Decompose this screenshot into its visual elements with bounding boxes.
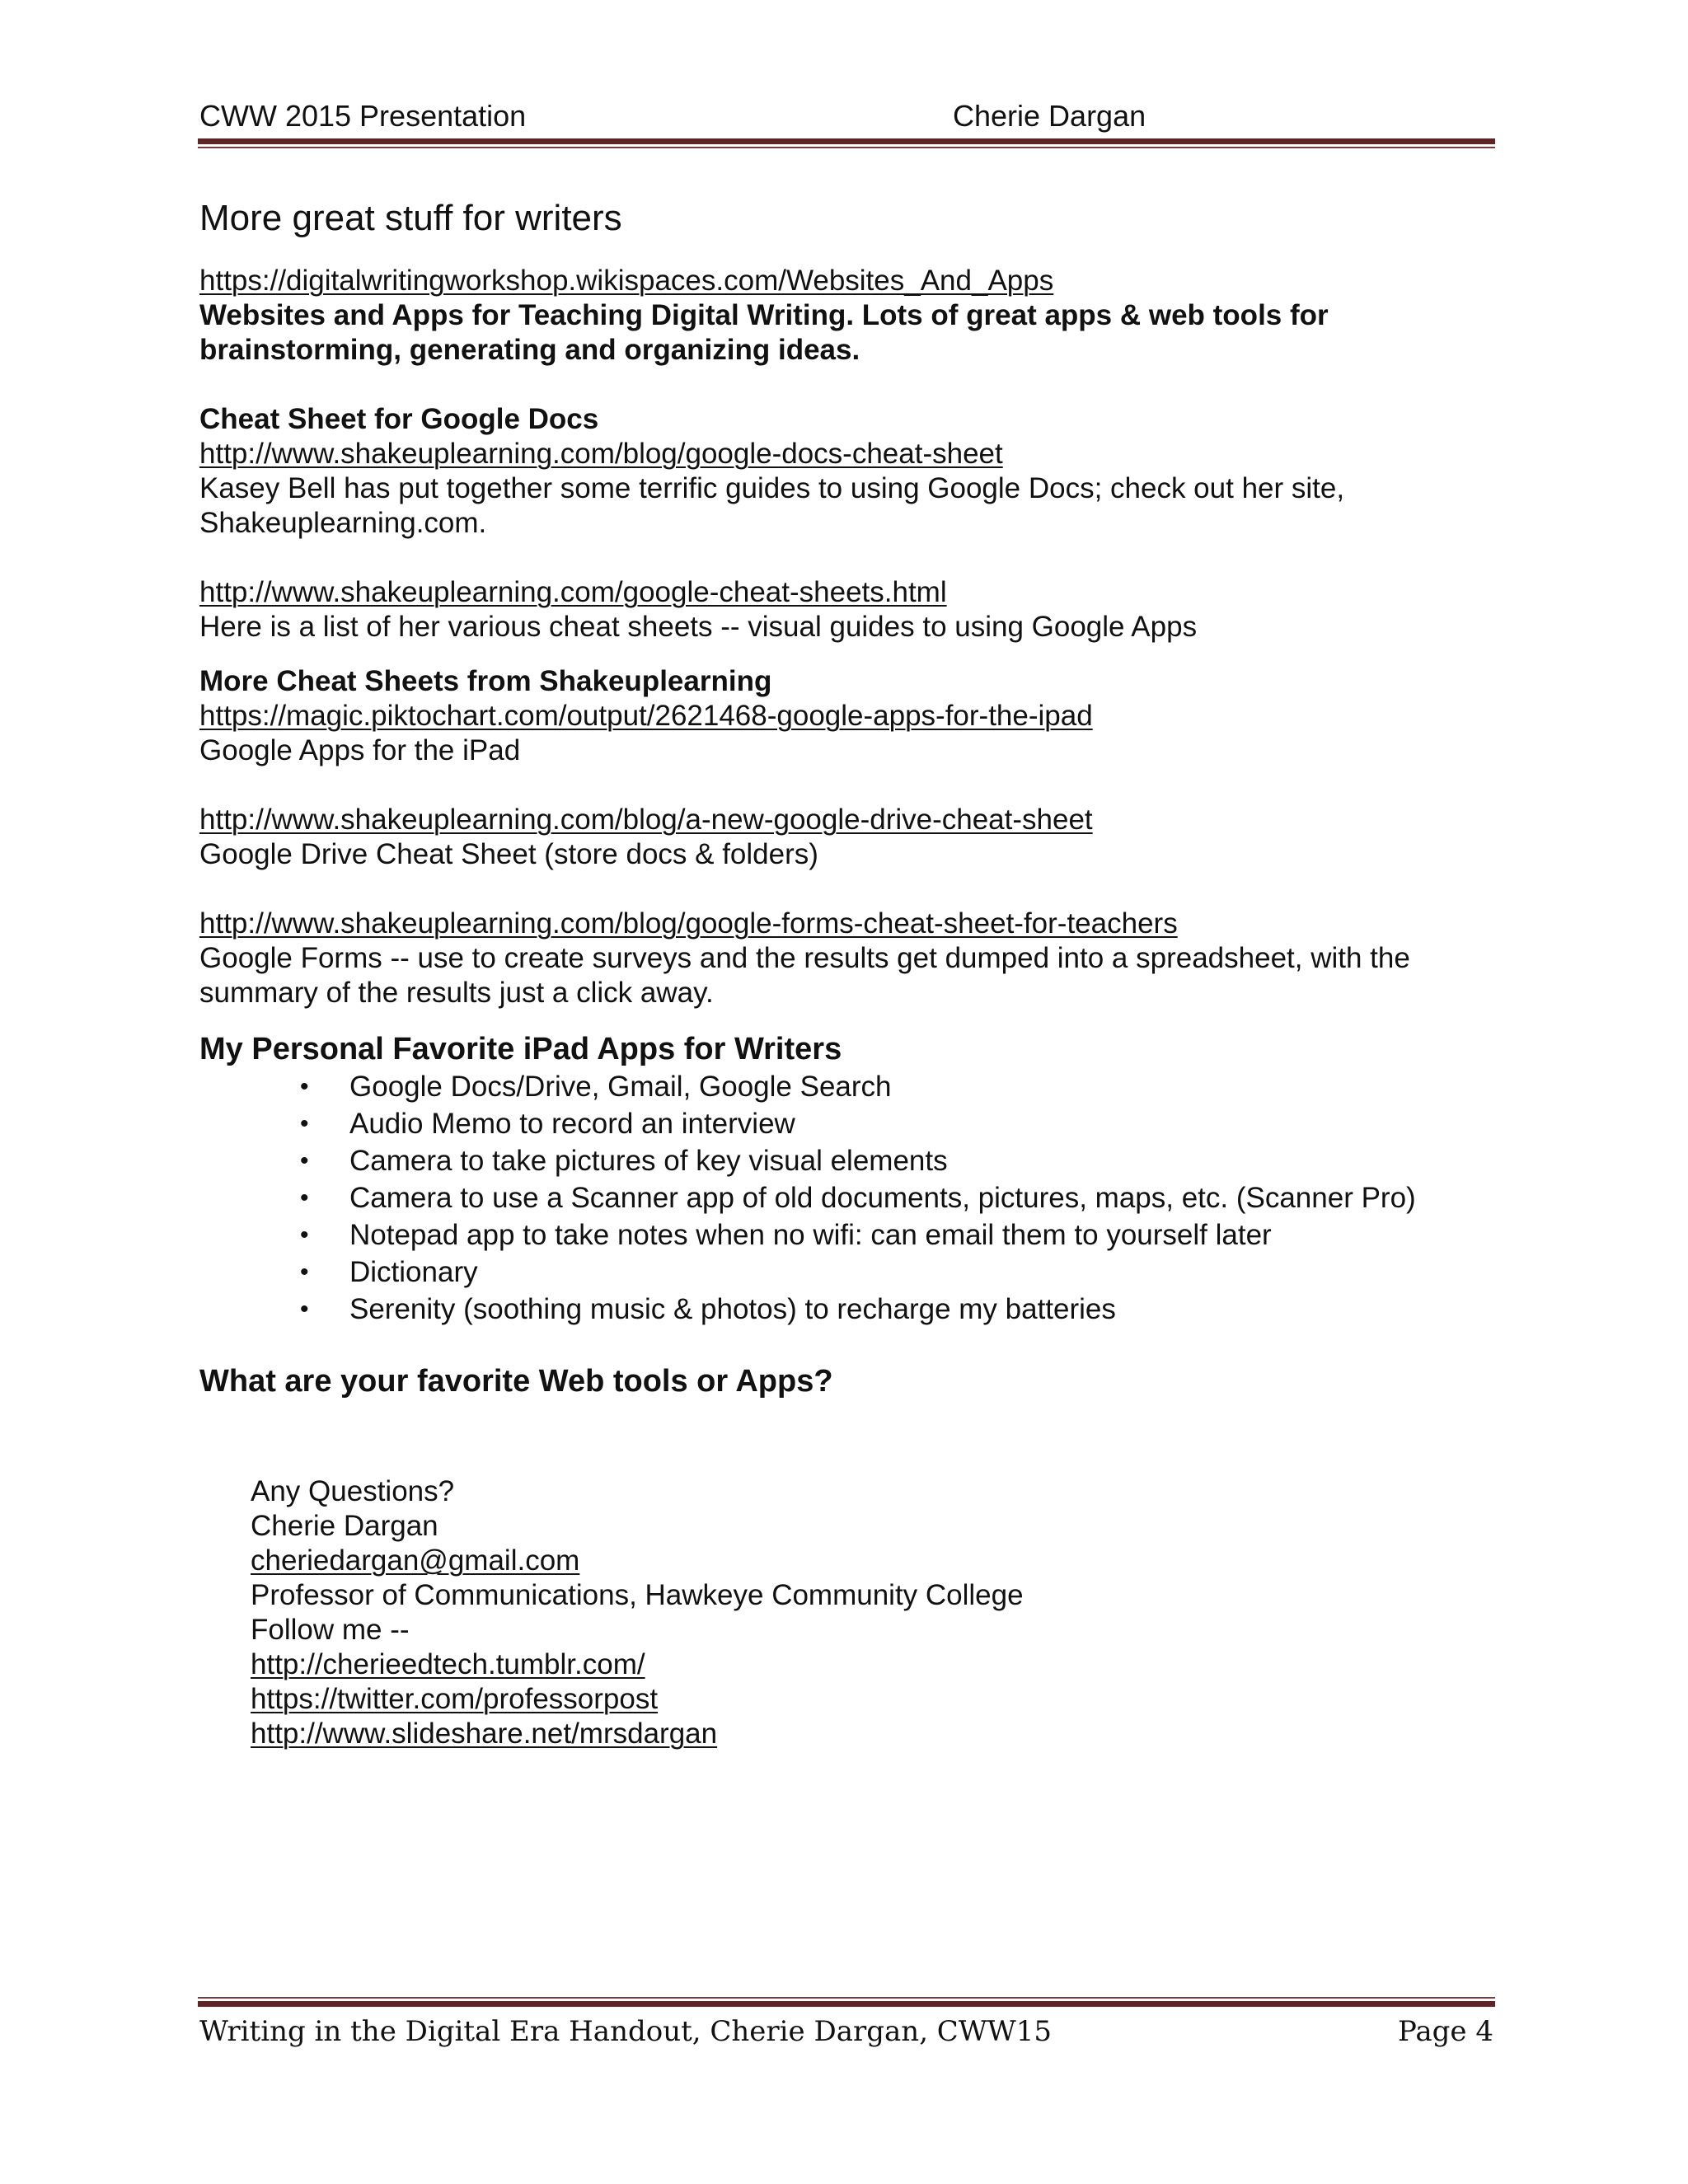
contact-block (199, 1474, 1495, 1751)
favorite-apps-list (199, 1068, 1495, 1328)
contact-name: Cherie Dargan (251, 1510, 438, 1542)
bullet-icon: • (300, 1221, 309, 1249)
bullet-icon: • (300, 1147, 309, 1174)
list-item (300, 1179, 1495, 1216)
bullet-icon: • (300, 1073, 309, 1100)
link-google-apps-ipad[interactable]: https://magic.piktochart.com/output/2621468-google-apps-for-the-ipad (199, 700, 1093, 732)
page-number: Page 4 (1398, 2015, 1493, 2048)
list-item (300, 1291, 1495, 1328)
footer-rule-thin (198, 1997, 1495, 1999)
list-item-text: Audio Memo to record an interview (349, 1108, 795, 1140)
page-content (199, 196, 1495, 1751)
google-apps-ipad-description: Google Apps for the iPad (199, 734, 521, 766)
link-twitter[interactable]: https://twitter.com/professorpost (251, 1683, 659, 1715)
questions-prompt: Any Questions? (251, 1475, 455, 1507)
link-tumblr[interactable]: http://cherieedtech.tumblr.com/ (251, 1648, 645, 1680)
list-item (300, 1068, 1495, 1105)
header-title: CWW 2015 Presentation (199, 99, 527, 133)
google-drive-description: Google Drive Cheat Sheet (store docs & folders) (199, 838, 818, 870)
bullet-icon: • (300, 1110, 309, 1137)
spacer (199, 644, 1495, 664)
link-google-docs-cheat-sheet[interactable]: http://www.shakeuplearning.com/blog/google-docs-cheat-sheet (199, 438, 1003, 470)
list-item (300, 1105, 1495, 1142)
list-item-text: Notepad app to take notes when no wifi: can email them to yourself later (349, 1219, 1272, 1251)
list-item-text: Dictionary (349, 1256, 478, 1288)
footer-title: Writing in the Digital Era Handout, Cherie Dargan, CWW15 (199, 2015, 1052, 2048)
favorite-tools-question: What are your favorite Web tools or Apps? (199, 1364, 833, 1399)
list-item-text: Google Docs/Drive, Gmail, Google Search (349, 1071, 892, 1103)
bullet-icon: • (300, 1184, 309, 1212)
spacer (199, 368, 1495, 402)
more-cheat-sheets-heading: More Cheat Sheets from Shakeuplearning (199, 665, 772, 697)
bullet-icon: • (300, 1258, 309, 1286)
list-item (300, 1254, 1495, 1291)
spacer (199, 1010, 1495, 1030)
list-item-text: Camera to take pictures of key visual elements (349, 1145, 948, 1177)
footer-rule-thick (198, 2001, 1495, 2007)
cheat-sheet-heading: Cheat Sheet for Google Docs (199, 403, 599, 435)
spacer (199, 768, 1495, 803)
header-author: Cherie Dargan (953, 99, 1146, 133)
link-digital-writing-workshop[interactable]: https://digitalwritingworkshop.wikispaces.com/Websites_And_Apps (199, 265, 1054, 297)
contact-role: Professor of Communications, Hawkeye Community College (251, 1579, 1024, 1611)
cheat-sheet-description: Kasey Bell has put together some terrific guides to using Google Docs; check out her site, Shakeuplearning.com. (199, 472, 1345, 539)
link-google-forms-cheat-sheet[interactable]: http://www.shakeuplearning.com/blog/google-forms-cheat-sheet-for-teachers (199, 907, 1178, 940)
spacer (199, 1328, 1495, 1362)
header-rule-thick (198, 138, 1495, 144)
spacer (199, 1400, 1495, 1474)
cheat-sheets-list-description: Here is a list of her various cheat sheets -- visual guides to using Google Apps (199, 611, 1198, 643)
list-item (300, 1216, 1495, 1254)
list-item-text: Serenity (soothing music & photos) to recharge my batteries (349, 1293, 1116, 1325)
link-google-cheat-sheets[interactable]: http://www.shakeuplearning.com/google-cheat-sheets.html (199, 576, 947, 608)
link-slideshare[interactable]: http://www.slideshare.net/mrsdargan (251, 1718, 718, 1750)
digital-writing-description: Websites and Apps for Teaching Digital Writing. Lots of great apps & web tools for brainstorming, generating and organizing ideas. (199, 299, 1329, 366)
spacer (199, 541, 1495, 575)
favorite-apps-heading: My Personal Favorite iPad Apps for Writers (199, 1032, 842, 1066)
contact-email-link[interactable]: cheriedargan@gmail.com (251, 1544, 580, 1577)
list-item (300, 1142, 1495, 1179)
bullet-icon: • (300, 1296, 309, 1323)
header-rule-thin (198, 147, 1495, 148)
list-item-text: Camera to use a Scanner app of old documents, pictures, maps, etc. (Scanner Pro) (349, 1182, 1416, 1214)
google-forms-description: Google Forms -- use to create surveys and the results get dumped into a spreadsheet, with the summary of the results just a click away. (199, 942, 1410, 1009)
follow-label: Follow me -- (251, 1614, 410, 1646)
link-google-drive-cheat-sheet[interactable]: http://www.shakeuplearning.com/blog/a-new-google-drive-cheat-sheet (199, 804, 1093, 836)
page-title: More great stuff for writers (199, 198, 622, 238)
spacer (199, 872, 1495, 907)
